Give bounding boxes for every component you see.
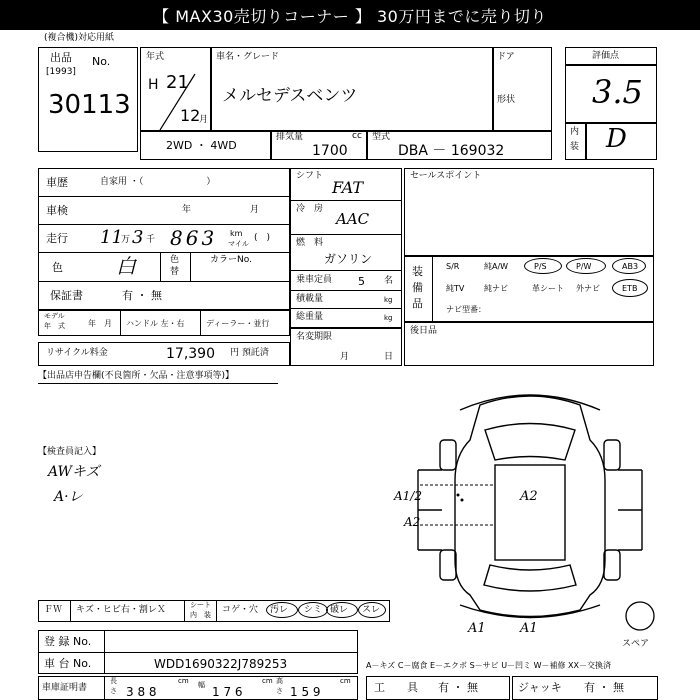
- year-era: H: [148, 77, 159, 93]
- fuel-label: 燃 料: [296, 238, 324, 248]
- shaken-year: 年: [182, 205, 192, 215]
- score-value: 3.5: [592, 73, 643, 111]
- car-name-label: 車名・グレード: [216, 52, 280, 62]
- height-label-2: さ: [276, 687, 283, 695]
- load-label: 積載量: [296, 294, 324, 304]
- width-label: 幅: [198, 681, 205, 689]
- mileage-rest: 863: [170, 226, 218, 250]
- mileage-sen: 3: [132, 227, 144, 248]
- load-unit: kg: [384, 296, 393, 304]
- tools-value: 有 ・ 無: [438, 681, 478, 694]
- displacement-value: 1700: [312, 143, 348, 159]
- sheet-item-tear: 破レ: [330, 605, 349, 615]
- handle-side: ハンドル 左・右: [126, 319, 185, 328]
- interior-score: D: [606, 124, 627, 154]
- lot-number: 30113: [48, 90, 131, 120]
- score-label: 評価点: [592, 51, 620, 61]
- history-label: 車歴: [46, 176, 68, 189]
- model-label: 型式: [372, 132, 391, 142]
- reg-label: 登 録 No.: [44, 635, 92, 648]
- mileage-paren: ( ): [254, 233, 271, 243]
- equipment-label-1: 装: [412, 265, 423, 278]
- equipment-label-2: 備: [412, 281, 423, 294]
- recycle-label: リサイクル料金: [46, 348, 108, 358]
- color-value: 白: [116, 254, 136, 278]
- circle-stain: [298, 602, 328, 618]
- dealer-report-area: [38, 383, 278, 385]
- door-label: ドア: [497, 52, 515, 62]
- model-type-label-1: モデル: [44, 312, 65, 320]
- compat-note: (複合機)対応用紙: [44, 33, 115, 43]
- length-cm: cm: [178, 677, 189, 685]
- color-label: 色: [52, 261, 63, 274]
- circle-rub: [358, 602, 386, 618]
- recycle-value: 17,390: [166, 346, 215, 362]
- ac-value: AAC: [336, 210, 370, 228]
- sheet-item-rub: スレ: [362, 605, 381, 615]
- displacement-label: 排気量: [276, 132, 304, 142]
- shape-label: 形状: [497, 95, 516, 105]
- history-value: 自家用 ・（ ）: [100, 177, 216, 187]
- mileage-man: 11: [100, 227, 123, 248]
- shift-value: FAT: [332, 178, 364, 197]
- car-diagram: [400, 385, 660, 625]
- mileage-man-unit: 万: [121, 235, 131, 245]
- fw-value: キズ・ヒビ右・割レＸ: [76, 605, 166, 615]
- fw-label: ＦＷ: [44, 605, 63, 615]
- length-value: 3 8 8: [126, 685, 157, 699]
- spare-tire: [622, 598, 662, 638]
- damage-legend: A－キズ C－腐食 E－エクボ S－サビ U－凹ミ W－補修 XX－交換済: [366, 661, 612, 670]
- fuel-value: ガソリン: [324, 252, 373, 266]
- height-value: 1 5 9: [290, 685, 321, 699]
- sales-point-box: [404, 168, 654, 256]
- equip-ps: P/S: [534, 262, 547, 271]
- lot-year-code: [1993]: [46, 67, 76, 77]
- circle-tear: [326, 602, 358, 618]
- equip-ab: AB3: [622, 262, 639, 271]
- diagram-mark-rear-right: A1: [520, 621, 538, 636]
- year-label: 年式: [146, 52, 165, 62]
- inspector-note-1: AWキズ: [48, 464, 100, 480]
- circle-dirt: [266, 602, 298, 618]
- jack-label: ジャッキ: [518, 681, 562, 694]
- name-change-label: 名変期限: [296, 332, 333, 342]
- sales-point-label: セールスポイント: [410, 171, 482, 181]
- name-change-day: 日: [384, 352, 394, 362]
- equip-ext-navi: 外ナビ: [576, 284, 600, 293]
- lot-no-label: No.: [92, 55, 111, 68]
- chassis-value: WDD1690322J789253: [154, 657, 288, 671]
- sheet-item-dirt: 汚レ: [270, 605, 289, 615]
- warranty-label: 保証書: [50, 289, 83, 302]
- spare-label: スペア: [622, 639, 650, 649]
- circle-ps: [524, 258, 562, 274]
- diagram-mark-side: A2: [404, 515, 421, 529]
- shift-label: シフト: [296, 171, 324, 181]
- model-type-label-2: 年 式: [44, 322, 65, 330]
- mileage-mile: マイル: [228, 240, 249, 248]
- ac-label: 冷 房: [296, 204, 324, 214]
- banner: 【 MAX30売切りコーナー 】 30万円までに売り切り: [0, 0, 700, 30]
- color-no-label: カラーNo.: [210, 255, 252, 265]
- month-value: 12: [180, 106, 201, 125]
- mileage-km: km: [230, 229, 243, 238]
- length-label-2: さ: [110, 687, 117, 695]
- circle-pw: [566, 258, 606, 274]
- drive-type: 2WD ・ 4WD: [166, 139, 237, 152]
- cert-label: 車庫証明書: [42, 683, 88, 693]
- equip-leather: 革シート: [532, 284, 564, 293]
- height-cm: cm: [340, 677, 351, 685]
- height-label-1: 高: [276, 677, 283, 685]
- dealer-import: ディーラー・並行: [206, 319, 270, 328]
- capacity-unit: 名: [384, 276, 394, 286]
- mileage-sen-unit: 千: [146, 235, 156, 245]
- model-type-month: 年 月: [88, 319, 112, 328]
- capacity-value: 5: [358, 275, 365, 288]
- width-value: 1 7 6: [212, 685, 243, 699]
- color-change-2: 替: [170, 267, 180, 277]
- navi-model-label: ナビ型番：: [446, 305, 486, 314]
- inspector-label: 【検査員記入】: [38, 447, 102, 457]
- length-label-1: 長: [110, 677, 117, 685]
- diagram-mark-a12: A1/2: [394, 489, 422, 503]
- equip-aw: 純A/W: [484, 262, 509, 271]
- month-unit: 月: [199, 115, 209, 125]
- equip-sr: S/R: [446, 262, 460, 271]
- recycle-unit: 円 預託済: [230, 348, 269, 358]
- aftermarket-label: 後日品: [410, 326, 438, 336]
- weight-unit: kg: [384, 314, 393, 322]
- chassis-label: 車 台 No.: [44, 657, 92, 670]
- shaken-label: 車検: [46, 204, 68, 217]
- displacement-unit: cc: [352, 131, 362, 141]
- mileage-label: 走行: [46, 232, 68, 245]
- jack-value: 有 ・ 無: [584, 681, 624, 694]
- dealer-report-label: 【出品店申告欄(不良箇所・欠品・注意事項等)】: [38, 371, 235, 381]
- interior-label-1: 内: [570, 127, 580, 137]
- sheet-item-burn: コゲ・穴: [222, 605, 259, 615]
- diagram-mark-roof: A2: [520, 489, 538, 504]
- sheet-item-stain: シミ: [304, 605, 323, 615]
- aftermarket-box: [404, 322, 654, 366]
- tools-label: 工 具: [374, 681, 418, 694]
- car-name: メルセデスベンツ: [222, 86, 358, 106]
- width-cm: cm: [262, 677, 273, 685]
- inspector-note-2: A·レ: [54, 489, 83, 505]
- shaken-month: 月: [250, 205, 260, 215]
- warranty-value: 有 ・ 無: [122, 289, 162, 302]
- lot-out-label: 出品: [50, 51, 72, 64]
- equip-tv: 純TV: [446, 284, 465, 293]
- equip-pw: P/W: [576, 262, 592, 271]
- sheet-label-1: シート: [190, 601, 211, 609]
- circle-ab: [612, 258, 646, 274]
- sheet-label-2: 内 装: [190, 611, 211, 619]
- equip-etc: ETB: [622, 284, 638, 293]
- weight-label: 総重量: [296, 312, 324, 322]
- model-code: DBA － 169032: [398, 143, 505, 159]
- interior-label-2: 装: [570, 142, 580, 152]
- equip-navi: 純ナビ: [484, 284, 508, 293]
- year-value: 21: [166, 72, 189, 93]
- equipment-label-3: 品: [412, 297, 423, 310]
- name-change-month: 月: [340, 352, 350, 362]
- color-change-1: 色: [170, 255, 180, 265]
- capacity-label: 乗車定員: [296, 275, 333, 285]
- diagram-mark-rear-left: A1: [468, 621, 486, 636]
- circle-etc: [612, 279, 648, 297]
